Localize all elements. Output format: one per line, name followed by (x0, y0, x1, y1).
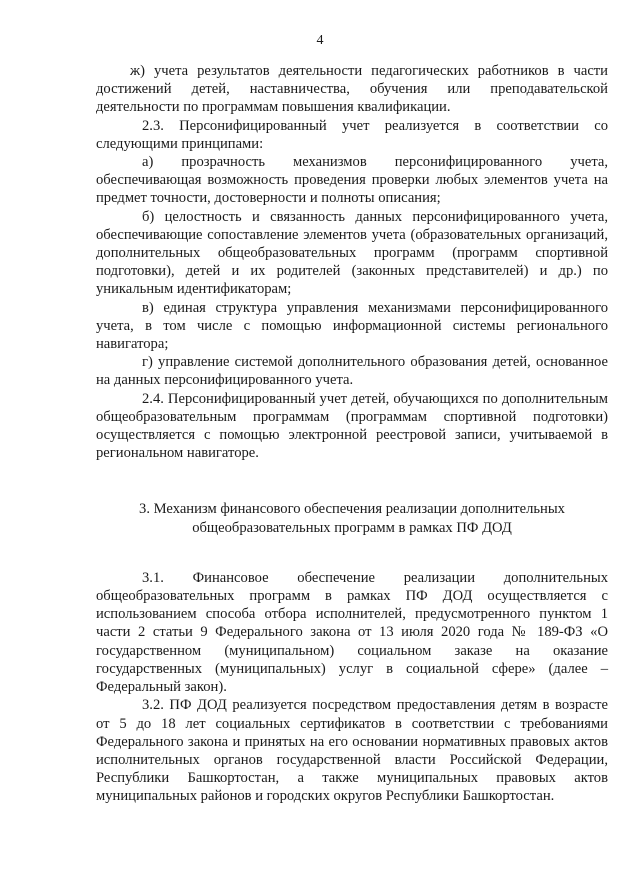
paragraph-item-g: г) управление системой дополнительного образования детей, основанное на данных персонифицированного учета. (96, 354, 608, 389)
section-heading-line-1: 3. Механизм финансового обеспечения реализации дополнительных (139, 501, 565, 518)
section-heading-line-2: общеобразовательных программ в рамках ПФ ДОД (192, 519, 512, 536)
paragraph-item-zh: ж) учета результатов деятельности педагогических работников в части достижений детей, наставничества, обучения или преподавательской деятельности по программам повышения квалификации. (96, 63, 608, 116)
paragraph-item-b: б) целостность и связанность данных персонифицированного учета, обеспечивающие сопоставление элементов учета (образовательных организаций, дополнительных общеобразовательных программ (программ спортивной подготовки), детей и их родителей (законных представителей) и др.) по уникальным идентификаторам; (96, 208, 608, 298)
paragraph-3-2: 3.2. ПФ ДОД реализуется посредством предоставления детям в возрасте от 5 до 18 лет социальных сертификатов в соответствии с требованиями Федерального закона и принятых на его основании нормативных правовых актов исполнительных органов государственной власти Российской Федерации, Республики Башкортостан, а также муниципальных правовых актов муниципальных районов и городских округов Республики Башкортостан. (96, 697, 608, 805)
paragraph-2-4: 2.4. Персонифицированный учет детей, обучающихся по дополнительным общеобразовательным программам (программам спортивной подготовки) осуществляется с помощью электронной реестровой записи, учитываемой в региональном навигаторе. (96, 390, 608, 462)
section-heading (96, 500, 608, 536)
page-number: 4 (316, 33, 324, 48)
paragraph-3-1: 3.1. Финансовое обеспечение реализации дополнительных общеобразовательных программ в рамках ПФ ДОД осуществляется с использованием способа отбора исполнителей, предусмотренного пунктом 1 части 2 статьи 9 Федерального закона от 13 июля 2020 года № 189-ФЗ «О государственном (муниципальном) социальном заказе на оказание государственных (муниципальных) услуг в социальной сфере» (далее – Федеральный закон). (96, 569, 608, 696)
paragraph-2-3: 2.3. Персонифицированный учет реализуется в соответствии со следующими принципами: (96, 117, 608, 152)
paragraph-item-a: а) прозрачность механизмов персонифицированного учета, обеспечивающая возможность проведения проверки любых элементов учета на предмет точности, достоверности и полноты описания; (96, 154, 608, 207)
paragraph-item-v: в) единая структура управления механизмами персонифицированного учета, в том числе с помощью информационной системы регионального навигатора; (96, 299, 608, 353)
page-body (96, 62, 608, 806)
